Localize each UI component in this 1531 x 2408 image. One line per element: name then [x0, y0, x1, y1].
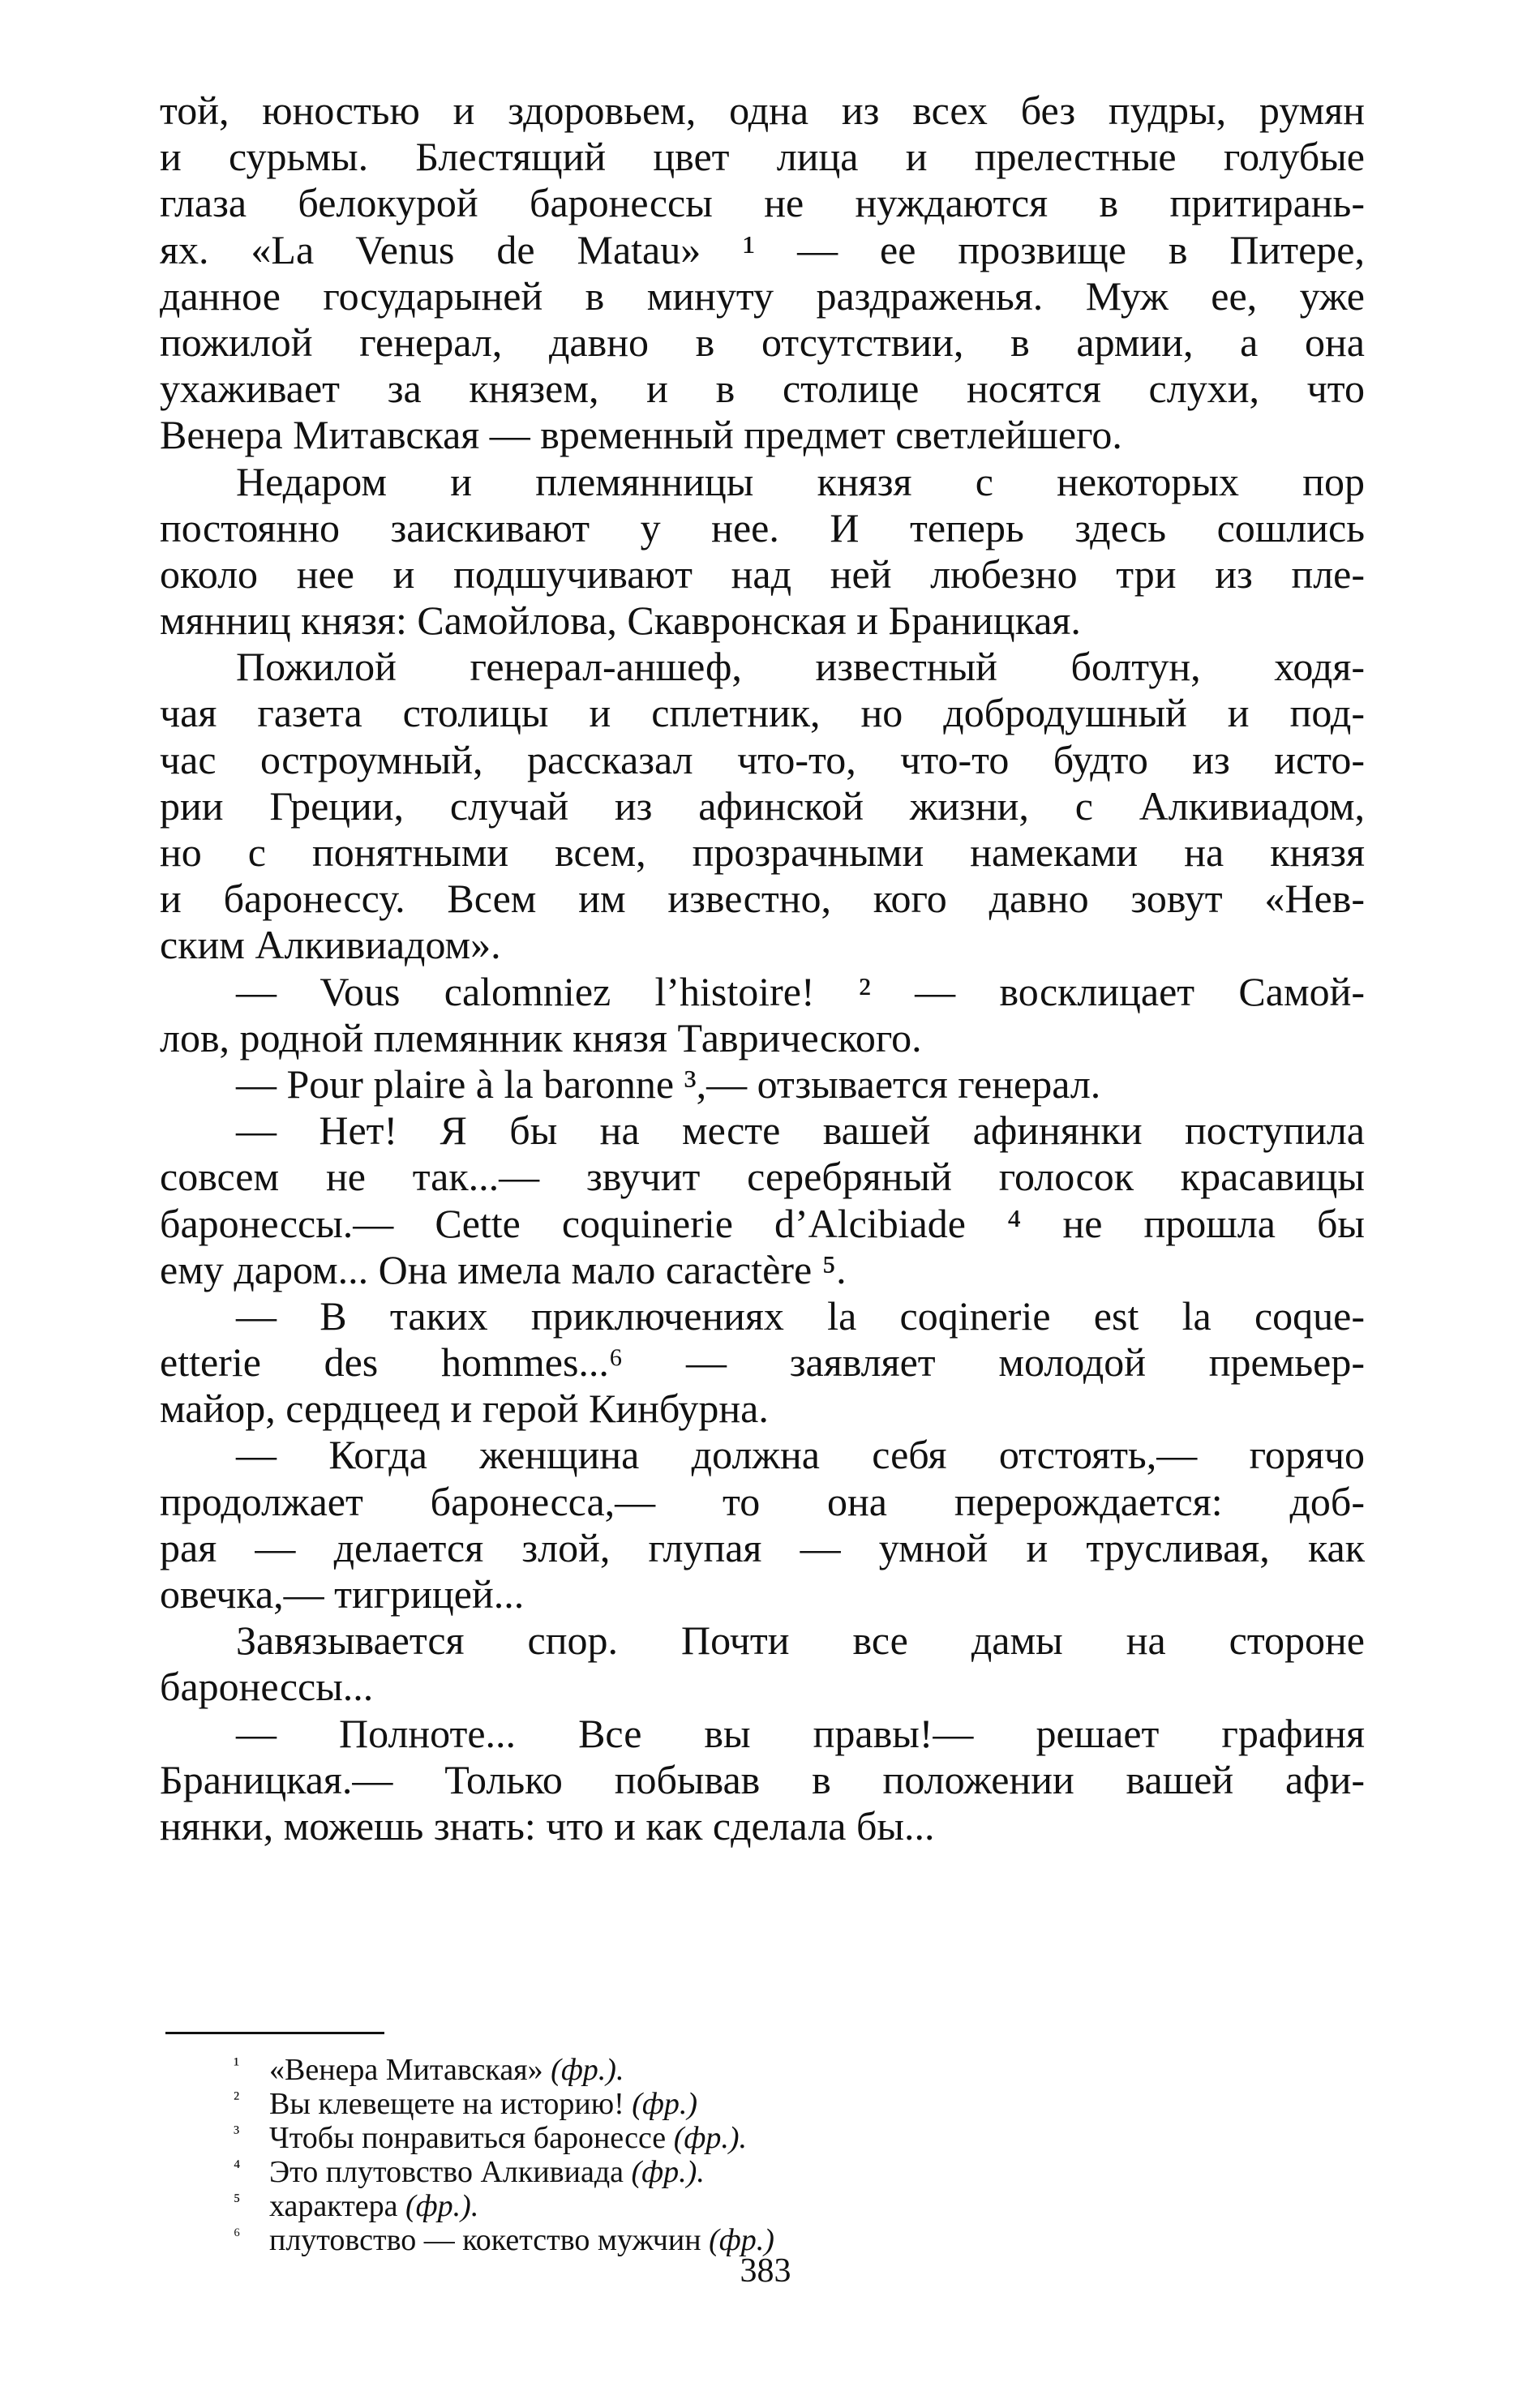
text-line: Завязывается спор. Почти все дамы на стороне [236, 1617, 1365, 1664]
footnote-text: плутовство — кокетство мужчин [269, 2223, 701, 2257]
text-line: Браницкая.— Только побывав в положении вашей афи- [160, 1756, 1365, 1802]
footnote [234, 2053, 1207, 2087]
footnote-language-note: (фр.). [673, 2121, 747, 2155]
footnote-mark: ⁴ [234, 2157, 241, 2178]
text-line: Недаром и племянницы князя с некоторых пор [236, 458, 1365, 504]
footnote [234, 2121, 1207, 2155]
text-line: ему даром... Она имела мало caractère ⁵. [160, 1246, 847, 1292]
text-line: ухаживает за князем, и в столице носятся слухи, что [160, 366, 1365, 412]
footnote-mark: ⁶ [234, 2225, 241, 2246]
text-line: лов, родной племянник князя Таврического. [160, 1014, 922, 1060]
text-line: пожилой генерал, давно в отсутствии, в армии, а она [160, 319, 1365, 365]
footnote-language-note: (фр.) [709, 2223, 774, 2257]
text-line: около нее и подшучивают над ней любезно три из пле- [160, 551, 1365, 597]
page-number: 383 [740, 2252, 791, 2290]
footnote-mark: ² [234, 2089, 240, 2110]
text-line: рая — делается злой, глупая — умной и трусливая, как [160, 1524, 1365, 1570]
text-line: Венера Митавская — временный предмет светлейшего. [160, 412, 1122, 458]
footnote-text: Вы клевещете на историю! [269, 2087, 624, 2121]
text-line: той, юностью и здоровьем, одна из всех без пудры, румян [160, 88, 1365, 133]
footnote-text: Чтобы понравиться баронессе [269, 2121, 667, 2155]
text-line: майор, сердцеед и герой Кинбурна. [160, 1386, 769, 1432]
footnote-mark: ¹ [234, 2055, 240, 2076]
text-line: продолжает баронесса,— то она перерождается: доб- [160, 1478, 1365, 1524]
footnote-mark: ⁵ [234, 2191, 241, 2212]
footnote [234, 2189, 1207, 2223]
text-line: — Полноте... Все вы правы!— решает графиня [236, 1710, 1365, 1756]
text-line: ях. «La Venus de Matau» ¹ — ее прозвище в Питере, [160, 226, 1365, 272]
footnote [234, 2155, 1207, 2189]
text-line: данное государыней в минуту раздраженья. Муж ее, уже [160, 272, 1365, 319]
text-line: — В таких приключениях la coqinerie est la coque- [236, 1292, 1365, 1339]
text-line: — Vous calomniez l’histoire! ² — восклицает Самой- [236, 968, 1365, 1014]
footnote-language-note: (фр.). [631, 2155, 705, 2189]
footnote-language-note: (фр.) [632, 2087, 698, 2121]
text-line: баронессы.— Cette coquinerie d’Alcibiade ⁴ не прошла бы [160, 1200, 1365, 1246]
footnotes [234, 2053, 1207, 2257]
body-text [160, 88, 1365, 1849]
text-line: — Когда женщина должна себя отстоять,— горячо [236, 1432, 1365, 1478]
text-line: и сурьмы. Блестящий цвет лица и прелестные голубые [160, 134, 1365, 180]
text-line: но с понятными всем, прозрачными намеками на князя [160, 829, 1365, 875]
text-line: баронессы... [160, 1664, 374, 1710]
footnote [234, 2087, 1207, 2121]
text-line: нянки, можешь знать: что и как сделала бы... [160, 1802, 935, 1849]
text-line: постоянно заискивают у нее. И теперь здесь сошлись [160, 504, 1365, 551]
text-line: и баронессу. Всем им известно, кого давно зовут «Нев- [160, 876, 1365, 922]
text-line: Пожилой генерал-аншеф, известный болтун, ходя- [236, 644, 1365, 690]
footnote-language-note: (фр.). [405, 2189, 479, 2223]
text-line: рии Греции, случай из афинской жизни, с Алкивиадом, [160, 782, 1365, 829]
footnote-divider [165, 2032, 384, 2034]
text-line: мянниц князя: Самойлова, Скавронская и Браницкая. [160, 598, 1081, 644]
footnote-text: «Венера Митавская» [269, 2053, 543, 2087]
text-line: — Нет! Я бы на месте вашей афинянки поступила [236, 1108, 1365, 1154]
text-line: час остроумный, рассказал что-то, что-то будто из исто- [160, 736, 1365, 782]
footnote-language-note: (фр.). [551, 2053, 624, 2087]
footnote-text: характера [269, 2189, 398, 2223]
footnote-mark: ³ [234, 2123, 240, 2144]
text-line: овечка,— тигрицей... [160, 1571, 525, 1617]
text-line: глаза белокурой баронессы не нуждаются в притирань- [160, 180, 1365, 226]
text-line: совсем не так...— звучит серебряный голосок красавицы [160, 1154, 1365, 1200]
footnote-text: Это плутовство Алкивиада [269, 2155, 624, 2189]
text-line: etterie des hommes...⁶ — заявляет молодой премьер- [160, 1339, 1365, 1386]
text-line: ским Алкивиадом». [160, 922, 501, 968]
text-line: — Pour plaire à la baronne ³,— отзывается генерал. [236, 1060, 1101, 1107]
text-line: чая газета столицы и сплетник, но добродушный и под- [160, 690, 1365, 736]
